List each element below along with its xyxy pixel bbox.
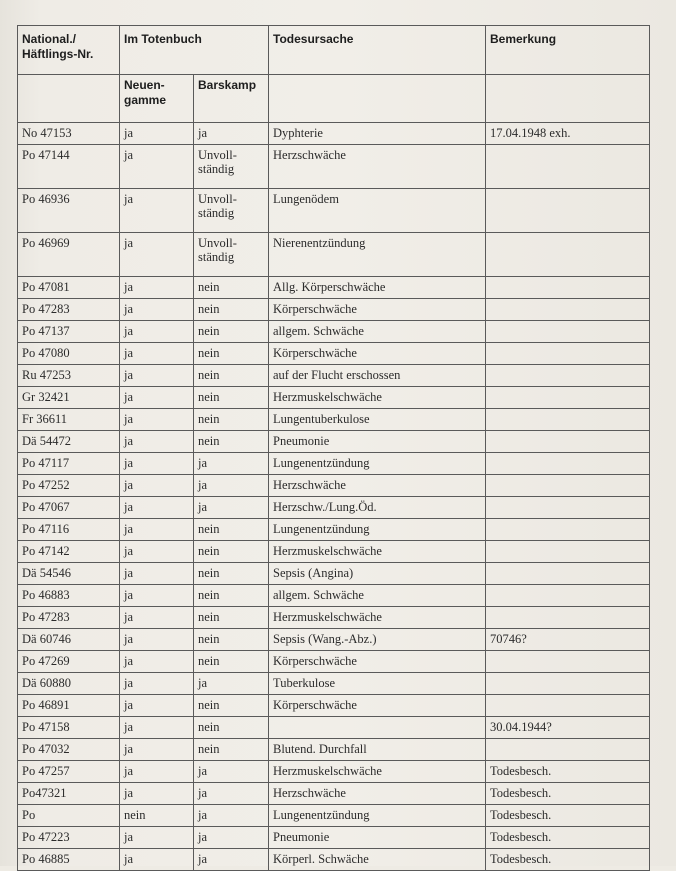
cell-barskamp: nein (194, 365, 269, 387)
cell-todesursache: Körperschwäche (269, 299, 486, 321)
table-row (18, 233, 650, 277)
cell-neuengamme: ja (120, 761, 194, 783)
cell-nr: Po 47269 (18, 651, 120, 673)
cell-neuengamme: ja (120, 145, 194, 189)
cell-bemerkung (486, 475, 650, 497)
cell-todesursache: Herzmuskelschwäche (269, 607, 486, 629)
cell-nr: Ru 47253 (18, 365, 120, 387)
cell-barskamp: Unvoll- ständig (194, 233, 269, 277)
cell-todesursache: Herzschwäche (269, 475, 486, 497)
cell-neuengamme: ja (120, 409, 194, 431)
cell-bemerkung (486, 563, 650, 585)
cell-barskamp: ja (194, 453, 269, 475)
table-row (18, 519, 650, 541)
cell-barskamp: nein (194, 695, 269, 717)
cell-neuengamme: ja (120, 321, 194, 343)
cell-bemerkung (486, 387, 650, 409)
cell-todesursache: Körperschwäche (269, 343, 486, 365)
cell-bemerkung: Todesbesch. (486, 827, 650, 849)
cell-todesursache: Blutend. Durchfall (269, 739, 486, 761)
cell-barskamp: ja (194, 761, 269, 783)
cell-neuengamme: nein (120, 805, 194, 827)
cell-todesursache: Körperl. Schwäche (269, 849, 486, 871)
cell-todesursache: Tuberkulose (269, 673, 486, 695)
cell-neuengamme: ja (120, 519, 194, 541)
cell-bemerkung (486, 541, 650, 563)
table-row (18, 299, 650, 321)
cell-barskamp: ja (194, 805, 269, 827)
cell-neuengamme: ja (120, 849, 194, 871)
cell-neuengamme: ja (120, 123, 194, 145)
cell-neuengamme: ja (120, 717, 194, 739)
cell-barskamp: ja (194, 497, 269, 519)
cell-bemerkung (486, 365, 650, 387)
table-row (18, 541, 650, 563)
cell-barskamp: nein (194, 321, 269, 343)
cell-nr: Dä 54472 (18, 431, 120, 453)
cell-bemerkung (486, 233, 650, 277)
cell-todesursache: Sepsis (Wang.-Abz.) (269, 629, 486, 651)
cell-neuengamme: ja (120, 651, 194, 673)
death-register-table (17, 25, 650, 871)
cell-nr: Po 47080 (18, 343, 120, 365)
cell-bemerkung (486, 585, 650, 607)
cell-nr: Po 46891 (18, 695, 120, 717)
cell-nr: Po 47081 (18, 277, 120, 299)
subheader-empty-bemerkung (486, 75, 650, 123)
header-totenbuch: Im Totenbuch (120, 26, 269, 75)
cell-bemerkung (486, 497, 650, 519)
cell-neuengamme: ja (120, 343, 194, 365)
table-row (18, 431, 650, 453)
cell-bemerkung: Todesbesch. (486, 849, 650, 871)
cell-neuengamme: ja (120, 299, 194, 321)
cell-neuengamme: ja (120, 695, 194, 717)
cell-todesursache: Pneumonie (269, 431, 486, 453)
table-row (18, 453, 650, 475)
cell-bemerkung (486, 519, 650, 541)
cell-nr: Po 46969 (18, 233, 120, 277)
cell-nr: Po 47252 (18, 475, 120, 497)
cell-nr: Po 47137 (18, 321, 120, 343)
cell-bemerkung (486, 651, 650, 673)
cell-neuengamme: ja (120, 431, 194, 453)
header-row (18, 26, 650, 75)
cell-nr: Dä 54546 (18, 563, 120, 585)
cell-todesursache: Herzmuskelschwäche (269, 387, 486, 409)
cell-bemerkung: 30.04.1944? (486, 717, 650, 739)
cell-barskamp: Unvoll- ständig (194, 189, 269, 233)
table-row (18, 321, 650, 343)
table-row (18, 717, 650, 739)
cell-bemerkung (486, 607, 650, 629)
table-row (18, 585, 650, 607)
cell-todesursache: Körperschwäche (269, 651, 486, 673)
cell-todesursache: allgem. Schwäche (269, 321, 486, 343)
cell-barskamp: nein (194, 431, 269, 453)
cell-neuengamme: ja (120, 233, 194, 277)
cell-neuengamme: ja (120, 497, 194, 519)
cell-nr: Po47321 (18, 783, 120, 805)
cell-barskamp: nein (194, 629, 269, 651)
header-bemerkung: Bemerkung (486, 26, 650, 75)
table-row (18, 607, 650, 629)
cell-todesursache: Pneumonie (269, 827, 486, 849)
cell-nr: Po (18, 805, 120, 827)
cell-neuengamme: ja (120, 453, 194, 475)
table-row (18, 849, 650, 871)
subheader-empty-nr (18, 75, 120, 123)
cell-todesursache: Dyphterie (269, 123, 486, 145)
table-body (18, 26, 650, 871)
cell-bemerkung: Todesbesch. (486, 805, 650, 827)
cell-nr: Po 47223 (18, 827, 120, 849)
cell-todesursache: Herzschw./Lung.Öd. (269, 497, 486, 519)
cell-bemerkung (486, 299, 650, 321)
table-row (18, 189, 650, 233)
cell-bemerkung (486, 739, 650, 761)
table-row (18, 277, 650, 299)
cell-todesursache: Lungenentzündung (269, 805, 486, 827)
cell-bemerkung: 17.04.1948 exh. (486, 123, 650, 145)
cell-nr: Po 47117 (18, 453, 120, 475)
cell-barskamp: nein (194, 739, 269, 761)
cell-neuengamme: ja (120, 365, 194, 387)
cell-nr: Po 47283 (18, 607, 120, 629)
cell-barskamp: nein (194, 651, 269, 673)
cell-barskamp: nein (194, 541, 269, 563)
cell-barskamp: ja (194, 475, 269, 497)
cell-barskamp: nein (194, 563, 269, 585)
header-todesursache: Todesursache (269, 26, 486, 75)
cell-nr: Po 47158 (18, 717, 120, 739)
cell-barskamp: ja (194, 673, 269, 695)
subheader-barskamp: Barskamp (194, 75, 269, 123)
cell-bemerkung (486, 695, 650, 717)
table-row (18, 695, 650, 717)
cell-todesursache: Allg. Körperschwäche (269, 277, 486, 299)
cell-neuengamme: ja (120, 607, 194, 629)
cell-neuengamme: ja (120, 629, 194, 651)
table-row (18, 409, 650, 431)
cell-bemerkung: Todesbesch. (486, 783, 650, 805)
cell-barskamp: nein (194, 343, 269, 365)
subheader-row (18, 75, 650, 123)
cell-nr: Po 47283 (18, 299, 120, 321)
cell-todesursache: Herzschwäche (269, 783, 486, 805)
cell-nr: No 47153 (18, 123, 120, 145)
cell-nr: Po 47142 (18, 541, 120, 563)
cell-neuengamme: ja (120, 563, 194, 585)
cell-barskamp: nein (194, 387, 269, 409)
cell-bemerkung: Todesbesch. (486, 761, 650, 783)
cell-neuengamme: ja (120, 827, 194, 849)
table-row (18, 673, 650, 695)
cell-bemerkung (486, 409, 650, 431)
cell-nr: Po 47144 (18, 145, 120, 189)
cell-nr: Gr 32421 (18, 387, 120, 409)
cell-neuengamme: ja (120, 277, 194, 299)
cell-neuengamme: ja (120, 739, 194, 761)
cell-bemerkung: 70746? (486, 629, 650, 651)
table-row (18, 783, 650, 805)
subheader-empty-ursache (269, 75, 486, 123)
cell-todesursache: Lungenödem (269, 189, 486, 233)
cell-todesursache: Lungentuberkulose (269, 409, 486, 431)
header-nr: National./ Häftlings-Nr. (18, 26, 120, 75)
cell-neuengamme: ja (120, 783, 194, 805)
cell-todesursache: Herzmuskelschwäche (269, 761, 486, 783)
cell-barskamp: nein (194, 277, 269, 299)
table-row (18, 827, 650, 849)
cell-barskamp: ja (194, 827, 269, 849)
cell-barskamp: nein (194, 717, 269, 739)
cell-barskamp: nein (194, 299, 269, 321)
cell-neuengamme: ja (120, 475, 194, 497)
cell-todesursache: Sepsis (Angina) (269, 563, 486, 585)
subheader-neuengamme: Neuen- gamme (120, 75, 194, 123)
table-row (18, 387, 650, 409)
cell-bemerkung (486, 277, 650, 299)
cell-bemerkung (486, 145, 650, 189)
cell-todesursache: allgem. Schwäche (269, 585, 486, 607)
cell-nr: Dä 60746 (18, 629, 120, 651)
cell-neuengamme: ja (120, 673, 194, 695)
cell-barskamp: Unvoll- ständig (194, 145, 269, 189)
table-row (18, 475, 650, 497)
cell-bemerkung (486, 431, 650, 453)
cell-nr: Fr 36611 (18, 409, 120, 431)
cell-barskamp: nein (194, 519, 269, 541)
cell-nr: Po 47032 (18, 739, 120, 761)
cell-barskamp: nein (194, 585, 269, 607)
table-row (18, 365, 650, 387)
table-row (18, 739, 650, 761)
cell-nr: Dä 60880 (18, 673, 120, 695)
cell-todesursache: Nierenentzündung (269, 233, 486, 277)
cell-todesursache: Herzschwäche (269, 145, 486, 189)
table-row (18, 563, 650, 585)
cell-barskamp: ja (194, 123, 269, 145)
cell-bemerkung (486, 673, 650, 695)
cell-todesursache (269, 717, 486, 739)
table-row (18, 629, 650, 651)
table-row (18, 761, 650, 783)
cell-nr: Po 46883 (18, 585, 120, 607)
cell-nr: Po 47116 (18, 519, 120, 541)
table-row (18, 805, 650, 827)
cell-neuengamme: ja (120, 541, 194, 563)
cell-todesursache: auf der Flucht erschossen (269, 365, 486, 387)
cell-bemerkung (486, 189, 650, 233)
cell-barskamp: ja (194, 849, 269, 871)
cell-neuengamme: ja (120, 189, 194, 233)
cell-nr: Po 47067 (18, 497, 120, 519)
cell-bemerkung (486, 453, 650, 475)
table-row (18, 651, 650, 673)
cell-neuengamme: ja (120, 585, 194, 607)
cell-todesursache: Herzmuskelschwäche (269, 541, 486, 563)
cell-todesursache: Lungenentzündung (269, 453, 486, 475)
cell-neuengamme: ja (120, 387, 194, 409)
cell-todesursache: Körperschwäche (269, 695, 486, 717)
cell-nr: Po 46936 (18, 189, 120, 233)
cell-bemerkung (486, 343, 650, 365)
table-row (18, 497, 650, 519)
table-row (18, 123, 650, 145)
cell-barskamp: nein (194, 607, 269, 629)
cell-nr: Po 47257 (18, 761, 120, 783)
cell-nr: Po 46885 (18, 849, 120, 871)
cell-barskamp: nein (194, 409, 269, 431)
cell-todesursache: Lungenentzündung (269, 519, 486, 541)
cell-bemerkung (486, 321, 650, 343)
cell-barskamp: ja (194, 783, 269, 805)
table-row (18, 145, 650, 189)
table-row (18, 343, 650, 365)
